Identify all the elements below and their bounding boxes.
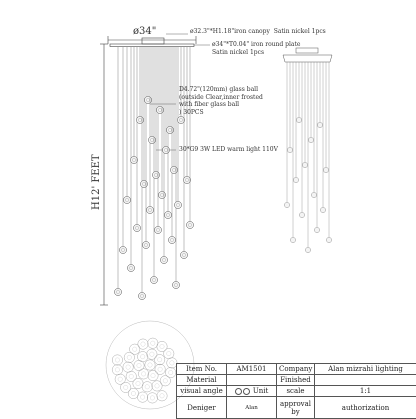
bottom-ball (147, 393, 157, 403)
plate-note: ø34"*T0.04" iron round plate Satin nickel 1pcs (212, 41, 300, 56)
side-plate (283, 55, 332, 62)
bottom-inner-ball (160, 394, 164, 398)
finished-value (315, 375, 416, 386)
bottom-ball (128, 388, 138, 398)
bottom-ball (112, 365, 122, 375)
glass-ball (119, 246, 126, 253)
bottom-ball (124, 352, 134, 362)
glass-ball (140, 180, 147, 187)
bottom-inner-ball (150, 396, 154, 400)
bottom-inner-ball (148, 363, 152, 367)
bottom-ball (121, 382, 131, 392)
glass-ball (168, 236, 175, 243)
bottom-ball (157, 391, 167, 401)
deniger-label: Deniger (177, 397, 227, 419)
glass-ball (166, 126, 173, 133)
bottom-ball (157, 341, 167, 351)
bottom-inner-ball (169, 370, 173, 374)
side-ball (299, 212, 304, 217)
item-no-value: AM1501 (227, 364, 277, 375)
bottom-ball (123, 362, 133, 372)
side-ball (320, 207, 325, 212)
bottom-view-balls (112, 338, 177, 403)
bottom-ball (166, 367, 176, 377)
company-label: Company (277, 364, 315, 375)
bottom-inner-ball (145, 385, 149, 389)
glass-ball (127, 264, 134, 271)
bottom-inner-ball (163, 379, 167, 383)
led-note: 30*G9 3W LED warm light 110V (179, 146, 278, 154)
angle-radio-icon (235, 388, 242, 395)
round-plate (110, 44, 194, 47)
bottom-inner-ball (141, 355, 145, 359)
bottom-ball (148, 338, 158, 348)
side-ball (284, 202, 289, 207)
top-dimension-text: ø34" (133, 26, 156, 37)
glass-ball (156, 106, 163, 113)
bottom-ball (137, 392, 147, 402)
bottom-inner-ball (115, 368, 119, 372)
bottom-ball (138, 369, 148, 379)
bottom-ball (112, 355, 122, 365)
item-no-label: Item No. (177, 364, 227, 375)
authorization-label: authorization (315, 397, 416, 419)
bottom-inner-ball (124, 385, 128, 389)
glass-ball (150, 276, 157, 283)
canopy (142, 38, 164, 44)
glass-ball (148, 136, 155, 143)
glass-ball (186, 221, 193, 228)
bottom-ball (148, 370, 158, 380)
bottom-inner-ball (141, 372, 145, 376)
company-value: Alan mizrahi lighting (315, 364, 416, 375)
side-ball (311, 192, 316, 197)
side-ball (323, 167, 328, 172)
glass-ball (133, 224, 140, 231)
bottom-ball (142, 382, 152, 392)
glass-ball (136, 116, 143, 123)
glass-ball (160, 256, 167, 263)
glass-ball (172, 281, 179, 288)
bottom-inner-ball (150, 352, 154, 356)
glass-ball (130, 156, 137, 163)
height-label: H12' FEET (91, 154, 102, 210)
bottom-ball (155, 355, 165, 365)
side-ball (305, 247, 310, 252)
glass-ball (177, 116, 184, 123)
side-ball (290, 237, 295, 242)
glass-ball (152, 171, 159, 178)
glass-ball (158, 191, 165, 198)
glass-ball-note: D4.72"(120mm) glass ball (outside Clear,inner frosted with fiber glass ball ) 30PCS (179, 86, 263, 116)
finished-label: Finished (277, 375, 315, 386)
scale-value: 1:1 (315, 386, 416, 397)
bottom-inner-ball (170, 361, 174, 365)
angle-radio-2-icon (243, 388, 250, 395)
bottom-inner-ball (158, 358, 162, 362)
pendant-cords (114, 47, 193, 300)
scale-label: scale (277, 386, 315, 397)
bottom-inner-ball (158, 367, 162, 371)
glass-ball (123, 196, 130, 203)
glass-ball (146, 206, 153, 213)
side-ball (302, 162, 307, 167)
bottom-ball (147, 349, 157, 359)
bottom-inner-ball (129, 374, 133, 378)
visual-angle-label: visual angle (177, 386, 227, 397)
glass-ball (114, 288, 121, 295)
approval-label: approval by (277, 397, 315, 419)
bottom-inner-ball (118, 377, 122, 381)
bottom-ball (145, 360, 155, 370)
side-ball (287, 147, 292, 152)
bottom-inner-ball (140, 395, 144, 399)
glass-ball (164, 211, 171, 218)
glass-ball (162, 146, 169, 153)
material-value (227, 375, 277, 386)
side-ball (314, 227, 319, 232)
glass-ball (142, 241, 149, 248)
glass-ball (154, 226, 161, 233)
bottom-ball (164, 348, 174, 358)
glass-ball (138, 292, 145, 299)
bottom-inner-ball (136, 381, 140, 385)
bottom-inner-ball (151, 341, 155, 345)
material-label: Material (177, 375, 227, 386)
unit-label: Unit (253, 387, 268, 395)
bottom-inner-ball (126, 365, 130, 369)
glass-ball (174, 201, 181, 208)
side-ball (308, 137, 313, 142)
side-view-chandelier (283, 48, 332, 253)
side-pendant-cords (284, 62, 331, 253)
side-ball (296, 117, 301, 122)
bottom-inner-ball (127, 355, 131, 359)
unit-cell (227, 386, 277, 397)
side-ball (326, 237, 331, 242)
deniger-value: Alan (227, 397, 277, 419)
glass-ball (183, 176, 190, 183)
bottom-ball (115, 374, 125, 384)
glass-ball (170, 166, 177, 173)
canopy-note: ø32.3"*H1.18"iron canopy Satin nickel 1pcs (190, 28, 326, 36)
bottom-ball (133, 378, 143, 388)
bottom-inner-ball (155, 384, 159, 388)
bottom-ball (155, 364, 165, 374)
front-elevation-view (100, 34, 210, 305)
bottom-inner-ball (137, 363, 141, 367)
bottom-inner-ball (115, 358, 119, 362)
glass-ball (144, 96, 151, 103)
bottom-ball (138, 339, 148, 349)
bottom-inner-ball (131, 391, 135, 395)
bottom-inner-ball (167, 351, 171, 355)
bottom-ball (126, 371, 136, 381)
title-block (176, 363, 416, 419)
side-ball (293, 177, 298, 182)
bottom-inner-ball (151, 373, 155, 377)
bottom-inner-ball (141, 342, 145, 346)
bottom-ball (152, 381, 162, 391)
bottom-ball (160, 376, 170, 386)
bottom-ball (138, 352, 148, 362)
side-ball (317, 122, 322, 127)
bottom-inner-ball (160, 344, 164, 348)
bottom-ball (130, 344, 140, 354)
glass-ball (180, 251, 187, 258)
bottom-inner-ball (133, 347, 137, 351)
